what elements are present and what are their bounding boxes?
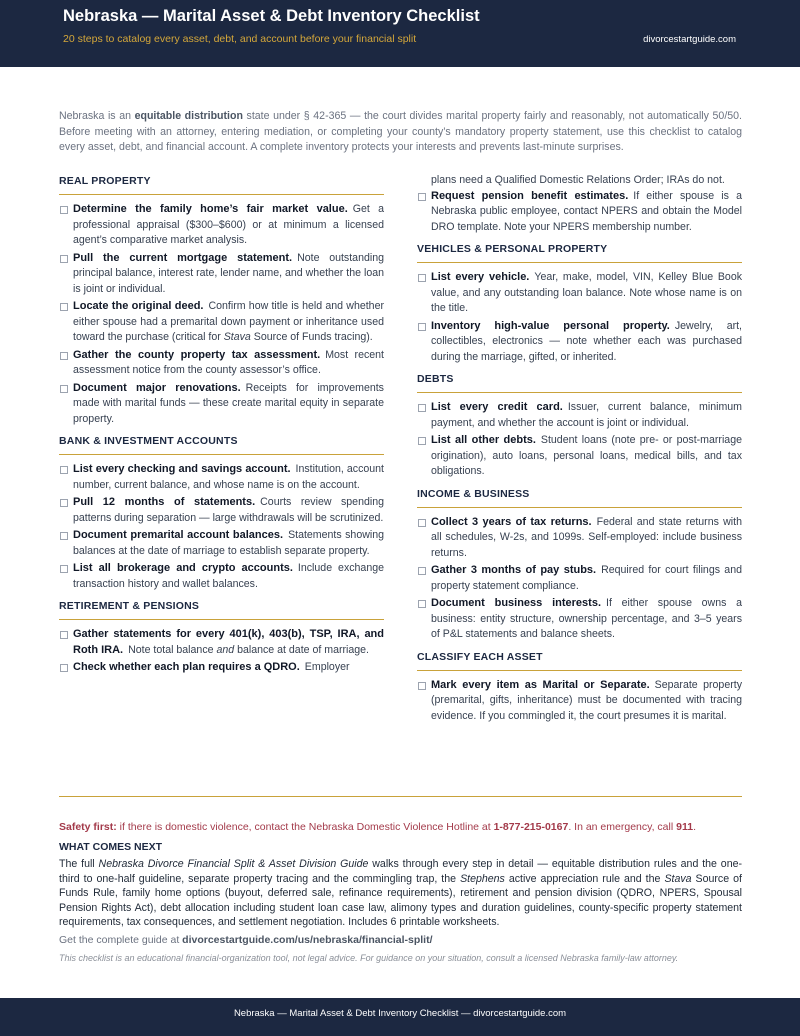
section-heading-retirement: RETIREMENT & PENSIONS [59, 598, 384, 620]
section-heading-classify: CLASSIFY EACH ASSET [417, 649, 742, 671]
item-lead: Mark every item as Marital or Separate. [431, 678, 650, 691]
section-heading-real-property: REAL PROPERTY [59, 173, 384, 195]
what-comes-next-body [59, 857, 742, 930]
checklist-item[interactable] [59, 627, 384, 658]
page-footer [0, 998, 800, 1036]
checkbox[interactable] [418, 323, 426, 331]
item-lead: List all brokerage and crypto accounts. [73, 562, 293, 574]
item-text: If either spouse is a Nebraska public employee, contact NPERS and obtain the Model DRO template. Note your NPERS membership number. [431, 189, 742, 233]
item-text: If either spouse owns a business: entity structure, ownership percentage, and 3–5 years of P&L statements and balance sheets. [431, 597, 742, 640]
checklist-item[interactable] [417, 563, 742, 594]
checklist-item[interactable] [417, 319, 742, 366]
guide-link[interactable]: divorcestartguide.com/us/nebraska/financial-split/ [182, 934, 433, 946]
checklist-item[interactable] [417, 515, 742, 562]
checkbox[interactable] [60, 303, 68, 311]
next-text-4: Source of Funds Rule, family home options (buyout, deferred sale, refinance requirements), retirement and pension division (QDRO, NPERS, Spousal Pension Rights Act), debt allocation including student loan case law, alimony types and duration guidelines, county-specific property statement requirements, tax consequences, and settlement negotiation. Includes 6 printable worksheets. [59, 872, 742, 929]
safety-text-2: . In an emergency, call [568, 821, 677, 833]
checkbox[interactable] [60, 385, 68, 393]
checklist-item[interactable] [59, 561, 384, 592]
intro-bold: equitable distribution [134, 110, 243, 122]
item-text: Receipts for improvements made with marital funds — these create marital equity in separate property. [73, 381, 384, 425]
checkbox[interactable] [418, 404, 426, 412]
case-stava: Stava [664, 872, 692, 885]
item-text-em: Stava [223, 331, 251, 343]
footer-text: Nebraska — Marital Asset & Debt Inventory Checklist — divorcestartguide.com [233, 1008, 567, 1019]
what-comes-next-heading: WHAT COMES NEXT [59, 841, 163, 853]
left-column [59, 173, 384, 678]
checklist-item[interactable] [59, 660, 384, 676]
page-subtitle: 20 steps to catalog every asset, debt, and account before your financial split [63, 33, 417, 45]
checklist-item[interactable] [59, 462, 384, 493]
item-text: Statements showing balances at the date of marriage to establish separate property. [73, 529, 384, 557]
checklist-item[interactable] [417, 189, 742, 236]
item-text: Federal and state returns with all schedules, W-2s, and 1099s. Self-employed: include business returns. [431, 515, 742, 559]
item-lead: Document major renovations. [73, 381, 241, 394]
checkbox[interactable] [60, 532, 68, 540]
checkbox[interactable] [418, 567, 426, 575]
checklist-item[interactable] [417, 596, 742, 643]
item-lead: List all other debts. [431, 434, 536, 446]
checkbox[interactable] [60, 352, 68, 360]
checklist-item[interactable] [59, 381, 384, 428]
checkbox[interactable] [418, 193, 426, 201]
item-lead: List every vehicle. [431, 271, 530, 283]
item-text: Note total balance [128, 643, 217, 656]
checklist-item[interactable] [59, 348, 384, 379]
item-text-em: and [216, 643, 235, 656]
checkbox[interactable] [60, 499, 68, 507]
checkbox[interactable] [60, 631, 68, 639]
next-text-3: active appreciation rule and the [504, 872, 665, 885]
safety-text: if there is domestic violence, contact the Nebraska Domestic Violence Hotline at [116, 821, 494, 833]
site-url[interactable]: divorcestartguide.com [643, 34, 736, 45]
section-heading-vehicles: VEHICLES & PERSONAL PROPERTY [417, 241, 742, 263]
section-divider [59, 796, 742, 797]
checklist-item[interactable] [59, 495, 384, 526]
item-text: Note outstanding principal balance, interest rate, lender name, and whether the loan is joint or individual. [73, 251, 384, 295]
item-text: Separate property (premarital, gifts, inheritance) must be documented with tracing evidence. If you commingled it, the court presumes it is marital. [431, 678, 742, 722]
item-text-2: balance at date of marriage. [234, 643, 369, 656]
checkbox[interactable] [418, 600, 426, 608]
checklist-item[interactable] [417, 433, 742, 480]
intro-text: Nebraska is an [59, 110, 135, 122]
disclaimer: This checklist is an educational financial-organization tool, not legal advice. For guidance on your situation, consult a licensed Nebraska family-law attorney. [59, 953, 679, 963]
item-text: Required for court filings and property statement compliance. [431, 564, 742, 592]
intro-paragraph [59, 109, 742, 156]
item-lead: Collect 3 years of tax returns. [431, 515, 592, 528]
checkbox[interactable] [60, 206, 68, 214]
item-lead: Check whether each plan requires a QDRO. [73, 661, 300, 673]
item-text: Year, make, model, VIN, Kelley Blue Book value, and any outstanding loan balance. Note whose name is on the title. [431, 271, 743, 314]
item-lead: Gather 3 months of pay stubs. [431, 564, 597, 576]
item-text: Employer [304, 661, 350, 673]
intro-text-2: state under § 42-365 — the court divides marital property fairly and reasonably, not automatically 50/50. Before meeting with an attorney, entering mediation, or completing your county’s mandatory property statement, use this checklist to catalog every asset, debt, and financial account. A complete inventory protects your interests and prevents last-minute surprises. [59, 110, 742, 153]
checkbox[interactable] [60, 565, 68, 573]
checklist-item-continuation: plans need a Qualified Domestic Relations Order; IRAs do not. [431, 174, 725, 186]
section-heading-income: INCOME & BUSINESS [417, 486, 742, 508]
item-text: Student loans (note pre- or post-marriage origination), auto loans, personal loans, medical bills, and tax obligations. [431, 434, 742, 477]
safety-end: . [693, 821, 696, 833]
item-lead: Document premarital account balances. [73, 529, 284, 541]
item-text: Jewelry, art, collectibles, electronics — note whether each was purchased during the marriage, gifted, or inherited. [431, 319, 742, 363]
case-stephens: Stephens [460, 872, 505, 885]
item-lead: Gather the county property tax assessment. [73, 348, 321, 361]
item-lead: Pull the current mortgage statement. [73, 251, 293, 264]
page-header [0, 0, 800, 67]
item-text: Most recent assessment notice from the county assessor’s office. [73, 348, 384, 376]
checklist-item[interactable] [59, 202, 384, 249]
item-text-2: Source of Funds tracing). [250, 331, 373, 343]
item-lead: Request pension benefit estimates. [431, 189, 629, 202]
checklist-item[interactable] [417, 400, 742, 431]
safety-label: Safety first: [59, 821, 117, 833]
next-text-2: walks through every step in detail — equitable distribution rules and the one-third to one-half guideline, separate property tracing and the commingling trap, the [59, 858, 743, 885]
guide-title: Nebraska Divorce Financial Split & Asset Division Guide [98, 858, 369, 870]
checkbox[interactable] [418, 682, 426, 690]
checkbox[interactable] [60, 255, 68, 263]
section-heading-debts: DEBTS [417, 371, 742, 393]
checkbox[interactable] [418, 437, 426, 445]
hotline-number[interactable]: 1-877-215-0167 [493, 821, 569, 833]
next-text: The full [59, 858, 99, 870]
cta-text: Get the complete guide at [59, 934, 183, 946]
checklist-item[interactable] [59, 299, 384, 346]
section-heading-bank: BANK & INVESTMENT ACCOUNTS [59, 433, 384, 455]
item-lead: List every credit card. [431, 401, 563, 413]
emergency-number[interactable]: 911 [676, 821, 694, 833]
checklist-item[interactable] [417, 270, 742, 317]
item-text: Confirm how title is held and whether either spouse had a premarital down payment or inheritance used toward the purchase (critical for [73, 300, 384, 343]
checklist-item[interactable] [417, 678, 742, 725]
checklist-item[interactable] [59, 528, 384, 559]
item-lead: Inventory high-value personal property. [431, 319, 670, 332]
checkbox[interactable] [418, 519, 426, 527]
checkbox[interactable] [60, 466, 68, 474]
item-lead: List every checking and savings account. [73, 463, 291, 475]
checklist-item[interactable] [59, 251, 384, 298]
item-lead: Determine the family home’s fair market value. [73, 203, 348, 215]
item-lead: Pull 12 months of statements. [73, 496, 256, 508]
item-lead: Document business interests. [431, 597, 602, 609]
safety-notice [59, 821, 742, 833]
item-text: Include exchange transaction history and wallet balances. [73, 562, 384, 590]
checkbox[interactable] [418, 274, 426, 282]
item-text: Courts review spending patterns during separation — large withdrawals will be scrutinized. [73, 496, 384, 524]
right-column [417, 173, 742, 726]
item-lead: Gather statements for every 401(k), 403(b), TSP, IRA, and Roth IRA. [73, 628, 384, 656]
item-text: Institution, account number, current balance, and whose name is on the account. [73, 463, 384, 491]
item-text: Issuer, current balance, minimum payment, and whether the account is joint or individual. [431, 401, 742, 429]
item-text: Get a professional appraisal ($300–$600) or at minimum a licensed agent’s comparative market analysis. [73, 203, 384, 246]
guide-cta [59, 934, 433, 946]
page-title: Nebraska — Marital Asset & Debt Inventory Checklist [63, 7, 480, 25]
item-lead: Locate the original deed. [73, 300, 204, 312]
checkbox[interactable] [60, 664, 68, 672]
